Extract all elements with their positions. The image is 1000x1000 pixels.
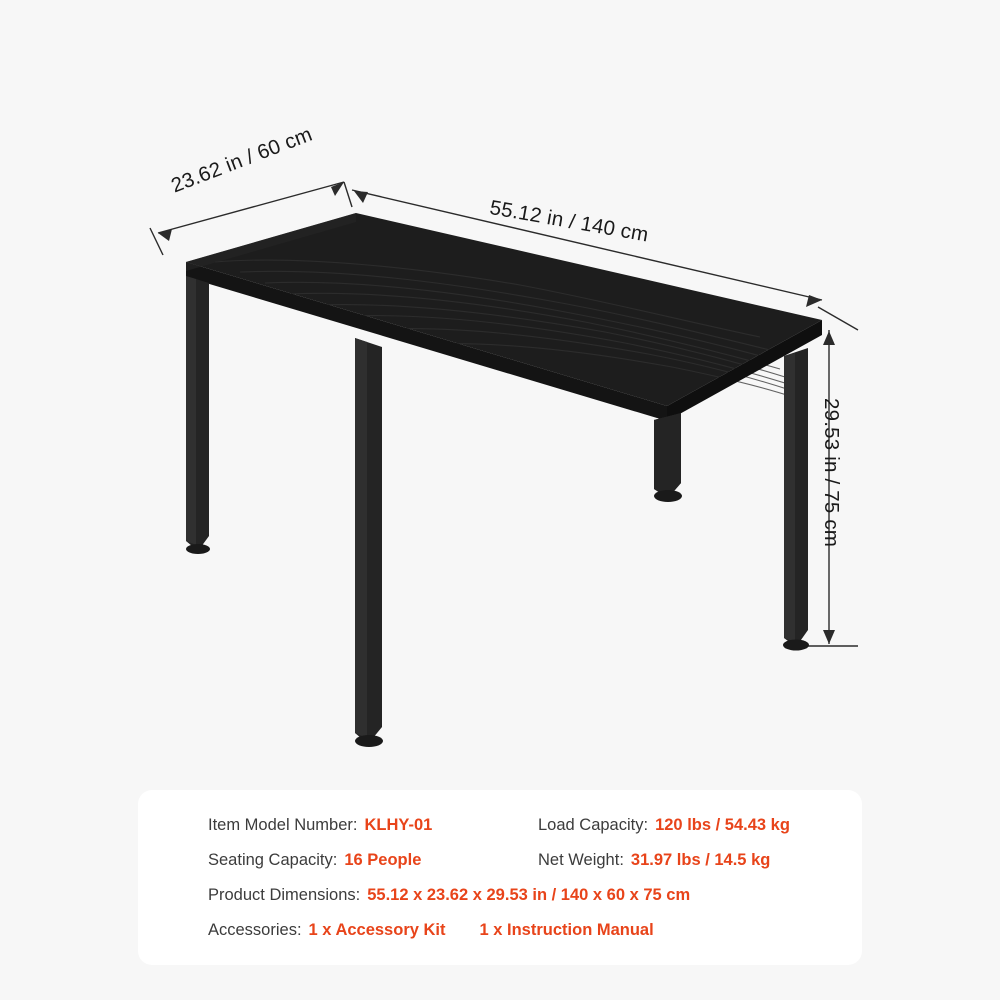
spec-item-model-number	[208, 816, 538, 835]
spec-row	[208, 886, 830, 905]
spec-value: 31.97 lbs / 14.5 kg	[630, 851, 771, 869]
spec-label: Item Model Number:	[208, 816, 358, 834]
spec-label: Net Weight:	[538, 851, 624, 869]
spec-net-weight	[538, 851, 770, 870]
height-dimension-label: 29.53 in / 75 cm	[820, 398, 843, 548]
spec-row	[208, 851, 830, 870]
depth-dimension-label: 23.62 in / 60 cm	[168, 122, 316, 198]
spec-product-dimensions	[208, 886, 690, 905]
spec-label: Accessories:	[208, 921, 302, 939]
table-top	[186, 213, 822, 421]
spec-row	[208, 816, 830, 835]
spec-value: 120 lbs / 54.43 kg	[655, 816, 790, 834]
spec-load-capacity	[538, 816, 790, 835]
spec-value: 16 People	[344, 851, 422, 869]
width-dimension-label: 55.12 in / 140 cm	[488, 196, 651, 247]
spec-value: 55.12 x 23.62 x 29.53 in / 140 x 60 x 75 cm	[367, 886, 691, 904]
spec-value-secondary: 1 x Instruction Manual	[479, 921, 654, 939]
spec-label: Seating Capacity:	[208, 851, 338, 869]
spec-label: Product Dimensions:	[208, 886, 361, 904]
spec-accessories	[208, 921, 654, 940]
spec-value: KLHY-01	[364, 816, 433, 834]
spec-label: Load Capacity:	[538, 816, 649, 834]
specification-card	[138, 790, 862, 965]
spec-value: 1 x Accessory Kit	[308, 921, 446, 939]
spec-row	[208, 921, 830, 940]
spec-seating-capacity	[208, 851, 538, 870]
